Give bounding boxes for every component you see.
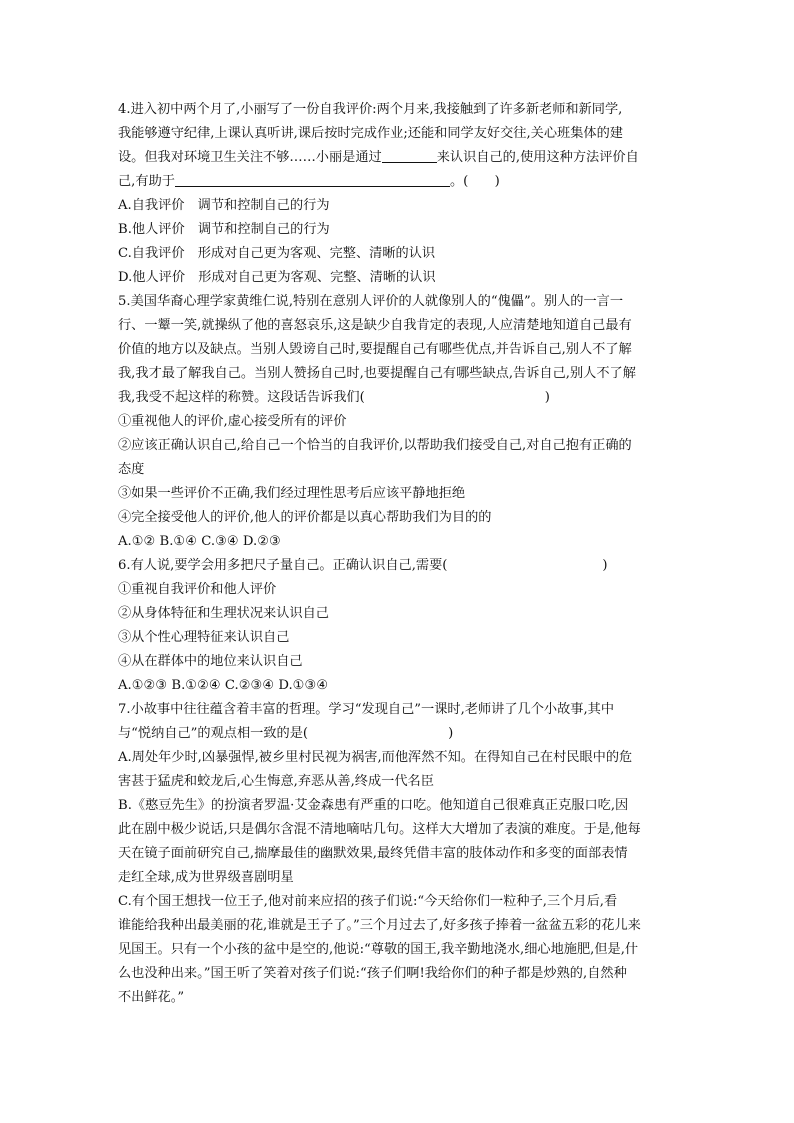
q4-stem-line <box>118 146 683 170</box>
option-a: A.自我评价 调节和控制自己的行为 <box>118 198 330 213</box>
q6-paren-close: ) <box>602 558 608 573</box>
option-c: C.有个国王想找一位王子,他对前来应招的孩子们说:“今天给你们一粒种子,三个月后,看 <box>118 894 618 909</box>
option-c: 见国王。只有一个小孩的盆中是空的,他说:“尊敬的国王,我辛勤地浇水,细心地施肥,但是,什 <box>118 942 639 957</box>
q6-options: A.①②③ B.①②④ C.②③④ D.①③④ <box>118 678 329 693</box>
q5-options: A.①② B.①④ C.③④ D.②③ <box>118 534 281 549</box>
q7-paren-close: ) <box>448 726 454 741</box>
option-b: 走红全球,成为世界级喜剧明星 <box>118 870 294 885</box>
option-c: 么也没种出来。”国王听了笑着对孩子们说:“孩子们啊!我给你们的种子都是炒熟的,自然种 <box>118 966 627 981</box>
option-b: 天在镜子面前研究自己,揣摩最佳的幽默效果,最终凭借丰富的肢体动作和多变的面部表情 <box>118 846 628 861</box>
option-c: 谁能给我种出最美丽的花,谁就是王子了。”三个月过去了,好多孩子捧着一盆盆五彩的花儿来 <box>118 918 641 933</box>
option-c: 不出鲜花。” <box>118 990 185 1005</box>
option-a: A.周处年少时,凶暴强悍,被乡里村民视为祸害,而他浑然不知。在得知自己在村民眼中的危 <box>118 750 633 765</box>
statement-item: ③如果一些评价不正确,我们经过理性思考后应该平静地拒绝 <box>118 486 466 501</box>
answer-blank <box>382 148 437 163</box>
statement-item: ④从在群体中的地位来认识自己 <box>118 654 303 669</box>
q7-stem-line: 7.小故事中往往蕴含着丰富的哲理。学习“发现自己”一课时,老师讲了几个小故事,其中 <box>118 702 615 717</box>
q4-stem-line: 4.进入初中两个月了,小丽写了一份自我评价:两个月来,我接触到了许多新老师和新同学, <box>118 102 623 117</box>
q4-stem-text: 。( ) <box>449 174 500 189</box>
option-a: 害甚于猛虎和蛟龙后,心生悔意,弃恶从善,终成一代名臣 <box>118 774 434 789</box>
q7-stem-text: 与“悦纳自己”的观点相一致的是( <box>118 726 309 741</box>
question-content <box>118 98 683 1010</box>
q4-stem-line <box>118 170 683 194</box>
q4-stem-text: 来认识自己的,使用这种方法评价自 <box>436 150 639 165</box>
answer-blank <box>175 172 450 187</box>
option-b: B.《憨豆先生》的扮演者罗温·艾金森患有严重的口吃。他知道自己很难真正克服口吃,因 <box>118 798 629 813</box>
q6-stem-line <box>118 554 683 578</box>
question-5 <box>118 290 683 554</box>
question-6 <box>118 554 683 698</box>
q4-stem-text: 己,有助于 <box>118 174 175 189</box>
statement-item: ④完全接受他人的评价,他人的评价都是以真心帮助我们为目的的 <box>118 510 492 525</box>
q6-stem-text: 6.有人说,要学会用多把尺子量自己。正确认识自己,需要( <box>118 558 448 573</box>
q5-stem-text: 我,我受不起这样的称赞。这段话告诉我们( <box>118 390 365 405</box>
q4-stem-line: 我能够遵守纪律,上课认真听讲,课后按时完成作业;还能和同学友好交往,关心班集体的建 <box>118 126 623 141</box>
option-b: 此在剧中极少说话,只是偶尔含混不清地嘀咕几句。这样大大增加了表演的难度。于是,他每 <box>118 822 641 837</box>
q5-paren-close: ) <box>544 390 550 405</box>
q4-stem-text: 设。但我对环境卫生关注不够……小丽是通过 <box>118 150 382 165</box>
option-b: B.他人评价 调节和控制自己的行为 <box>118 222 330 237</box>
statement-item: ①重视他人的评价,虚心接受所有的评价 <box>118 414 347 429</box>
option-d: D.他人评价 形成对自己更为客观、完整、清晰的认识 <box>118 270 436 285</box>
statement-item: ②从身体特征和生理状况来认识自己 <box>118 606 329 621</box>
q5-stem-line: 行、一颦一笑,就操纵了他的喜怒哀乐,这是缺少自我肯定的表现,人应清楚地知道自己最有 <box>118 318 632 333</box>
question-4 <box>118 98 683 290</box>
q5-stem-line: 价值的地方以及缺点。当别人毁谤自己时,要提醒自己有哪些优点,并告诉自己,别人不了解 <box>118 342 632 357</box>
q7-stem-line <box>118 722 683 746</box>
q5-stem-line <box>118 386 683 410</box>
question-7 <box>118 698 683 1010</box>
statement-item: ①重视自我评价和他人评价 <box>118 582 277 597</box>
q5-stem-line: 5.美国华裔心理学家黄维仁说,特别在意别人评价的人就像别人的“傀儡”。别人的一言一 <box>118 294 624 309</box>
q5-stem-line: 我,我才最了解我自己。当别人赞扬自己时,也要提醒自己有哪些缺点,告诉自己,别人不了解 <box>118 366 636 381</box>
statement-item: ③从个性心理特征来认识自己 <box>118 630 290 645</box>
statement-item: 态度 <box>118 462 145 477</box>
statement-item: ②应该正确认识自己,给自己一个恰当的自我评价,以帮助我们接受自己,对自己抱有正确的 <box>118 438 632 453</box>
option-c: C.自我评价 形成对自己更为客观、完整、清晰的认识 <box>118 246 436 261</box>
